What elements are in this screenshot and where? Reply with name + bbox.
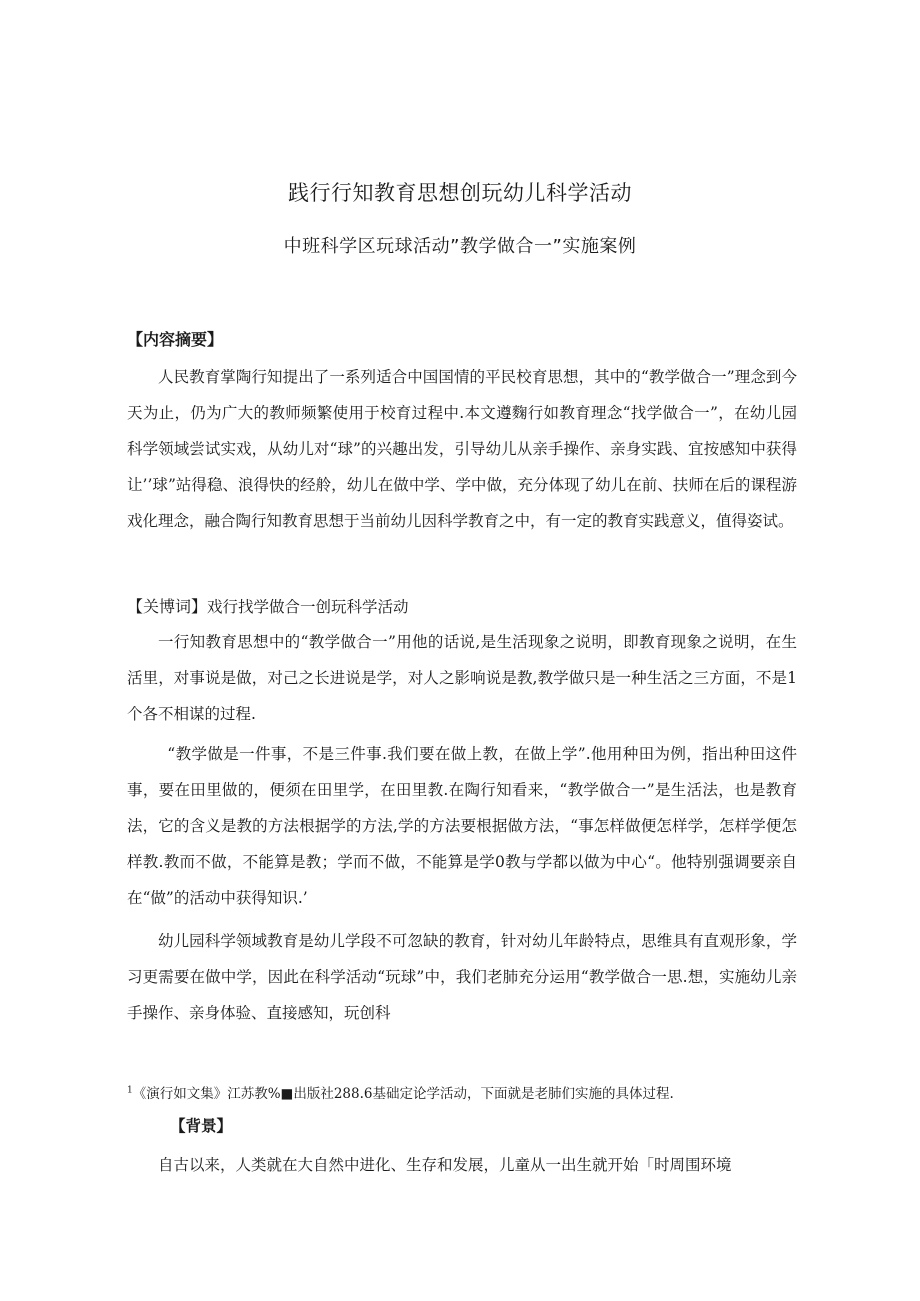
document-title: 践行行知教育思想创玩幼儿科学活动 — [288, 181, 632, 205]
footnote — [127, 1082, 827, 1102]
footnote-text: 《演行如文集》江苏教%■出版社288.6基础定论学活动，下面就是老肺们实施的具体过程. — [132, 1086, 674, 1102]
keywords-line — [127, 594, 797, 617]
footnote-mark: 1 — [127, 1085, 133, 1096]
abstract-heading: 【内容摘要】 — [127, 330, 224, 349]
keywords-text: 戏行找学做合一创玩科学活动 — [207, 598, 409, 616]
background-heading: 【背景】 — [170, 1116, 233, 1135]
document-subtitle: 中班科学区玩球活动”教学做合一”实施案例 — [283, 236, 637, 257]
abstract-paragraph: 人民教育掌陶行知提出了一系列适合中国国情的平民校育思想，其中的“教学做合一”理念到今天为止，仍为广大的教师频繁使用于校育过程中.本文遵麴行如教育理念“找学做合一”，在幼儿园科学领域尝试实戏，从幼儿对“球”的兴趣出发，引导幼儿从亲手操作、亲身实践、宜按感知中获得让’’球”站得稳、浪得快的经舲，幼儿在做中学、学中做，充分体现了幼儿在前、扶师在后的课程游戏化理念，融合陶行知教育思想于当前幼儿因科学教育之中，有一定的教育实践意义，值得姿试。 — [127, 368, 797, 530]
body-paragraph-3: 幼儿园科学领域教育是幼儿学段不可忽缺的教育，针对幼儿年龄特点，思维具有直观形象，学习更需要在做中学，因此在科学活动“玩球”中，我们老肺充分运用“教学做合一思.想，实施幼儿亲手操作、亲身体验、直接感知，玩创科 — [127, 932, 797, 1022]
keywords-label: 【关博词】 — [127, 597, 208, 616]
body-paragraph-2: “教学做是一件事，不是三件事.我们要在做上教，在做上学”.他用种田为例，指出种田这件事，要在田里做的，便须在田里学，在田里教.在陶行知看来，“教学做合一”是生活法，也是教育法，它的含义是教的方法根据学的方法,学的方法要根据做方法，“事怎样做便怎样学，怎样学便怎样教.教而不做，不能算是教；学而不做，不能算是学0教与学都以做为中心“。他特别强调要亲自在“做”的活动中获得知识.’ — [127, 745, 797, 907]
body-paragraph-1: 一行知教育思想中的“教学做合一”用他的话说,是生活现象之说明，即教育现象之说明，在生活里，对事说是做，对己之长进说是学，对人之影响说是教,教学做只是一种生活之三方面，不是1个各不相谋的过程. — [127, 633, 797, 723]
background-paragraph: 自古以来，人类就在大自然中进化、生存和发展，儿童从一出生就开始「时周围环境 — [158, 1156, 732, 1174]
